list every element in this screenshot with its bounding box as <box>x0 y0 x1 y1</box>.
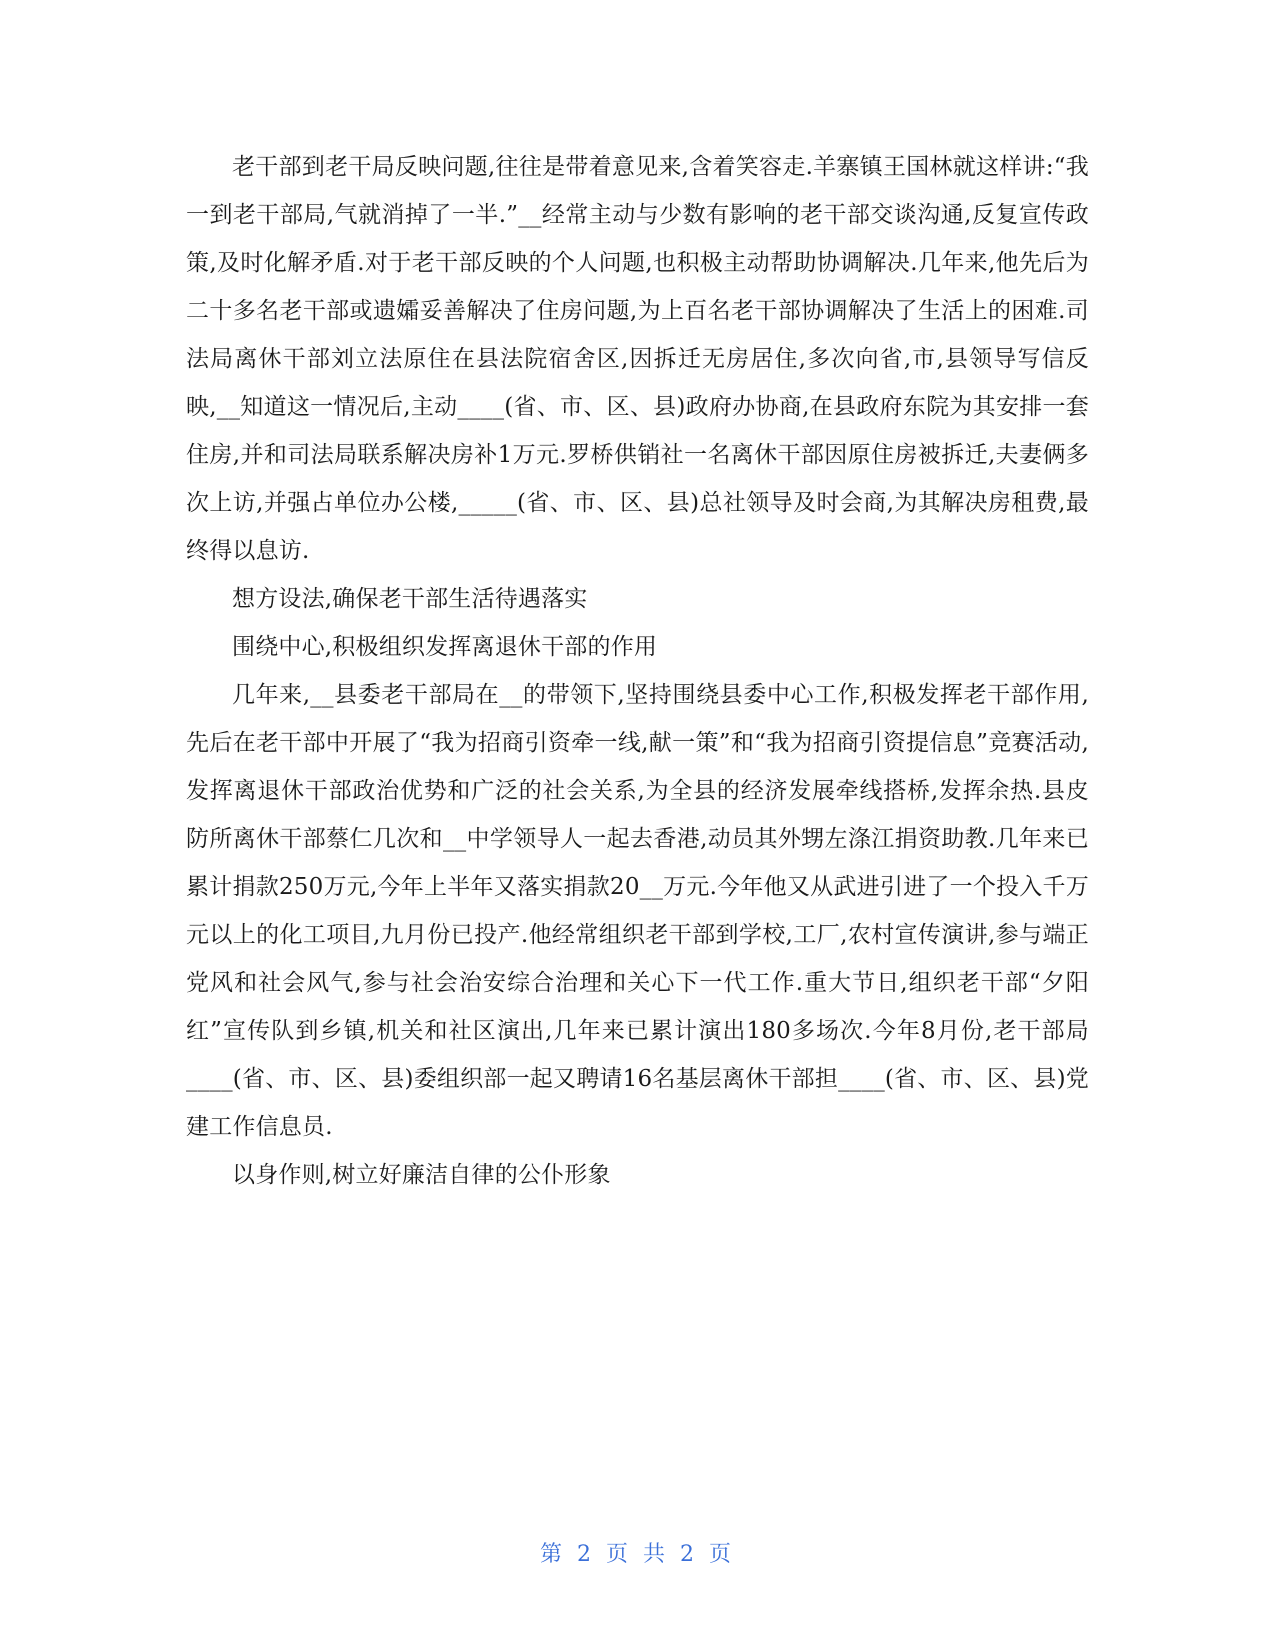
paragraph-retiree-activities: 几年来,__县委老干部局在__的带领下,坚持围绕县委中心工作,积极发挥老干部作用,先后在老干部中开展了“我为招商引资牵一线,献一策”和“我为招商引资提信息”竞赛活动,发挥离退休干部政治优势和广泛的社会关系,为全县的经济发展牵线搭桥,发挥余热.县皮防所离休干部蔡仁几次和__中学领导人一起去香港,动员其外甥左涤江捐资助教.几年来已累计捐款250万元,今年上半年又落实捐款20__万元.今年他又从武进引进了一个投入千万元以上的化工项目,九月份已投产.他经常组织老干部到学校,工厂,农村宣传演讲,参与端正党风和社会风气,参与社会治安综合治理和关心下一代工作.重大节日,组织老干部“夕阳红”宣传队到乡镇,机关和社区演出,几年来已累计演出180多场次.今年8月份,老干部局____(省、市、区、县)委组织部一起又聘请16名基层离休干部担____(省、市、区、县)党建工作信息员. <box>186 682 1089 1140</box>
paragraph-housing-issues: 老干部到老干局反映问题,往往是带着意见来,含着笑容走.羊寨镇王国林就这样讲:“我一到老干部局,气就消掉了一半.”__经常主动与少数有影响的老干部交谈沟通,反复宣传政策,及时化解矛盾.对于老干部反映的个人问题,也积极主动帮助协调解决.几年来,他先后为二十多名老干部或遗孀妥善解决了住房问题,为上百名老干部协调解决了生活上的困难.司法局离休干部刘立法原住在县法院宿舍区,因拆迁无房居住,多次向省,市,县领导写信反映,__知道这一情况后,主动____(省、市、区、县)政府办协商,在县政府东院为其安排一套住房,并和司法局联系解决房补1万元.罗桥供销社一名离休干部因原住房被拆迁,夫妻俩多次上访,并强占单位办公楼,_____(省、市、区、县)总社领导及时会商,为其解决房租费,最终得以息访. <box>186 154 1089 564</box>
section-heading-integrity: 以身作则,树立好廉洁自律的公仆形象 <box>232 1162 611 1188</box>
document-body <box>186 143 1089 1199</box>
page-number-footer: 第 2 页 共 2 页 <box>540 1542 735 1567</box>
section-heading-living-standards: 想方设法,确保老干部生活待遇落实 <box>232 586 588 612</box>
section-heading-retiree-roles: 围绕中心,积极组织发挥离退休干部的作用 <box>232 634 658 660</box>
